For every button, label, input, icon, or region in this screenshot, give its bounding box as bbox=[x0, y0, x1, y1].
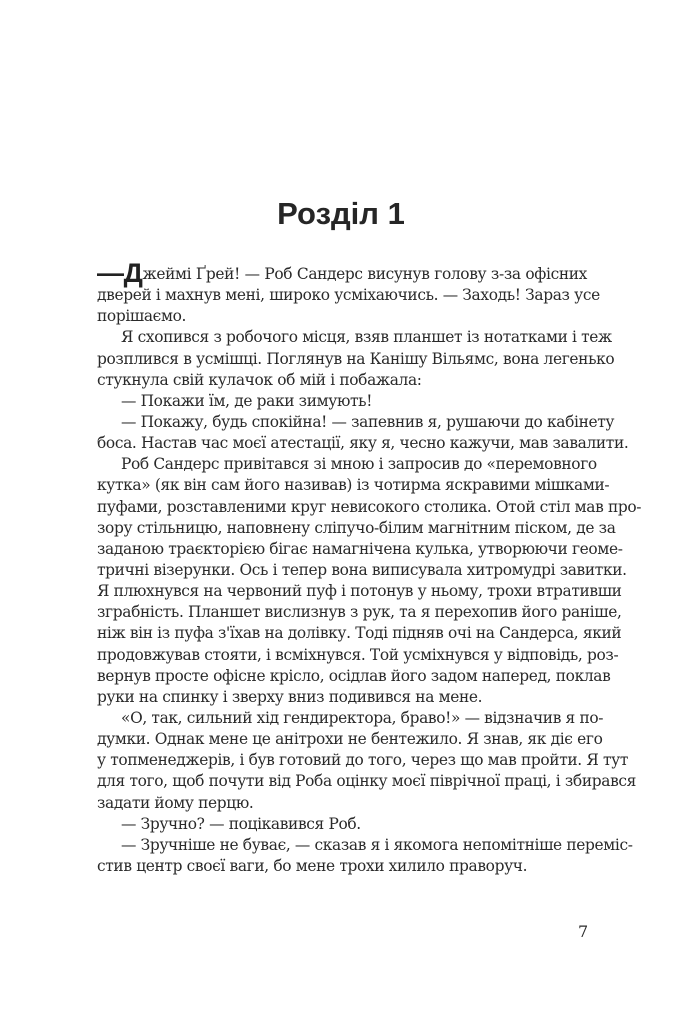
text-line: пуфами, розставленими круг невисокого столика. Отой стіл мав про- bbox=[97, 497, 642, 516]
body-text bbox=[97, 258, 642, 877]
text-line: — Покажи їм, де раки зимують! bbox=[121, 391, 373, 410]
text-line: зору стільницю, наповнену сліпучо-білим магнітним піском, де за bbox=[97, 518, 616, 537]
drop-dash: — bbox=[97, 258, 124, 288]
text-line: тричні візерунки. Ось і тепер вона виписувала хитромудрі завитки. bbox=[97, 560, 627, 579]
text-line: розплився в усмішці. Поглянув на Канішу Вільямс, вона легенько bbox=[97, 349, 615, 368]
text-line: зграбність. Планшет вислизнув з рук, та я перехопив його раніше, bbox=[97, 603, 622, 622]
text-line bbox=[97, 258, 587, 288]
text-line: думки. Однак мене це анітрохи не бентежило. Я знав, як діє его bbox=[97, 730, 603, 749]
text-line: руки на спинку і зверху вниз подивився на мене. bbox=[97, 687, 483, 706]
text-line: стукнула свій кулачок об мій і побажала: bbox=[97, 370, 422, 389]
chapter-title: Розділ 1 bbox=[277, 196, 405, 231]
text-line: «О, так, сильний хід гендиректора, браво!» — відзначив я по- bbox=[121, 708, 604, 727]
text-line: задати йому перцю. bbox=[97, 793, 254, 812]
text-line: боса. Настав час моєї атестації, яку я, чесно кажучи, мав завалити. bbox=[97, 434, 629, 453]
text-line: вернув просте офісне крісло, осідлав його задом наперед, поклав bbox=[97, 666, 611, 685]
text-line: заданою траєкторією бігає намагнічена кулька, утворюючи геоме- bbox=[97, 539, 623, 558]
text-line: ніж він із пуфа з'їхав на долівку. Тоді підняв очі на Сандерса, який bbox=[97, 624, 622, 643]
text-line: стив центр своєї ваги, бо мене трохи хилило праворуч. bbox=[97, 856, 528, 875]
text-line: у топменеджерів, і був готовий до того, через що мав пройти. Я тут bbox=[97, 751, 629, 770]
page-number: 7 bbox=[578, 922, 589, 941]
text-line: Я плюхнувся на червоний пуф і потонув у ньому, трохи втративши bbox=[97, 582, 622, 601]
text-line: Я схопився з робочого місця, взяв планшет із нотатками і теж bbox=[121, 328, 612, 347]
line-text: жеймі Ґрей! — Роб Сандерс висунув голову з-за офісних bbox=[142, 265, 587, 283]
text-line: — Покажу, будь спокійна! — запевнив я, рушаючи до кабінету bbox=[121, 412, 615, 431]
text-line: продовжував стояти, і всміхнувся. Той усміхнувся у відповідь, роз- bbox=[97, 645, 619, 664]
text-line: Роб Сандерс привітався зі мною і запросив до «перемовного bbox=[121, 455, 597, 474]
text-line: для того, щоб почути від Роба оцінку моєї піврічної праці, і збирався bbox=[97, 772, 637, 791]
text-line: — Зручно? — поцікавився Роб. bbox=[121, 814, 361, 833]
text-line: дверей і махнув мені, широко усміхаючись. — Заходь! Зараз усе bbox=[97, 286, 600, 305]
drop-cap: Д bbox=[123, 258, 143, 288]
text-line: — Зручніше не буває, — сказав я і якомога непомітніше переміс- bbox=[121, 835, 633, 854]
text-line: кутка» (як він сам його називав) із чотирма яскравими мішками- bbox=[97, 476, 610, 495]
text-line: порішаємо. bbox=[97, 307, 187, 326]
